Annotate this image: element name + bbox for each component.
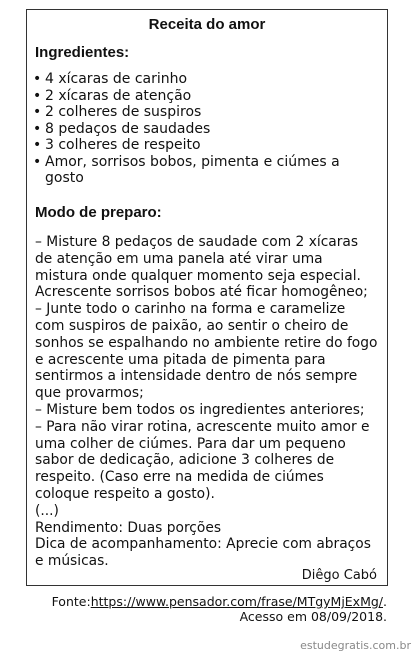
list-item: • Amor, sorrisos bobos, pimenta e ciúmes a gosto bbox=[33, 154, 373, 187]
list-item: • 2 colheres de suspiros bbox=[33, 104, 373, 121]
method-line: (...) bbox=[35, 502, 59, 519]
method-line: com suspiros de paixão, ao sentir o cheiro de bbox=[35, 317, 349, 334]
method-line: Acrescente sorrisos bobos até ficar homogêneo; bbox=[35, 284, 368, 301]
method-line: Dica de acompanhamento: Aprecie com abraços bbox=[35, 536, 371, 553]
method-line: sabor de dedicação, adicione 3 colheres de bbox=[35, 452, 335, 469]
author-name: Diêgo Cabó bbox=[301, 568, 377, 583]
list-item: • 4 xícaras de carinho bbox=[33, 71, 373, 88]
method-line: – Misture 8 pedaços de saudade com 2 xícaras bbox=[35, 234, 359, 250]
source-citation bbox=[52, 594, 387, 624]
method-line: – Junte todo o carinho na forma e caramelize bbox=[35, 301, 346, 318]
method-line: – Misture bem todos os ingredientes anteriores; bbox=[35, 401, 365, 418]
method-line: de atenção em uma panela até virar uma bbox=[35, 250, 323, 267]
method-line: – Para não virar rotina, acrescente muito amor e bbox=[35, 418, 370, 435]
source-line bbox=[52, 594, 387, 609]
ingredients-heading: Ingredientes: bbox=[35, 44, 130, 61]
source-prefix: Fonte: bbox=[51, 594, 91, 609]
access-date: Acesso em 08/09/2018. bbox=[239, 609, 387, 624]
source-suffix: . bbox=[383, 594, 387, 609]
recipe-card bbox=[26, 9, 388, 586]
method-line: sonhos se espalhando no ambiente retire do fogo bbox=[35, 334, 378, 351]
method-text bbox=[35, 234, 381, 570]
method-line: e músicas. bbox=[35, 553, 109, 570]
list-item: • 8 pedaços de saudades bbox=[33, 121, 373, 138]
method-heading: Modo de preparo: bbox=[35, 204, 162, 221]
list-item: • 2 xícaras de atenção bbox=[33, 88, 373, 105]
method-line: que provarmos; bbox=[35, 385, 144, 402]
method-line: coloque respeito a gosto). bbox=[35, 485, 215, 502]
method-line: respeito. (Caso erre na medida de ciúmes bbox=[35, 469, 324, 486]
method-line: Rendimento: Duas porções bbox=[35, 519, 222, 536]
list-item: • 3 colheres de respeito bbox=[33, 137, 373, 154]
method-line: mistura onde qualquer momento seja especial. bbox=[35, 267, 361, 284]
method-line: sentirmos a intensidade dentro de nós sempre bbox=[35, 368, 358, 385]
method-line: uma colher de ciúmes. Para dar um pequeno bbox=[35, 435, 346, 452]
source-link[interactable]: https://www.pensador.com/frase/MTgyMjExMg/ bbox=[90, 594, 384, 609]
watermark: estudegratis.com.br bbox=[300, 639, 411, 652]
method-line: e acrescente uma pitada de pimenta para bbox=[35, 351, 326, 368]
ingredients-list bbox=[33, 71, 373, 187]
recipe-title: Receita do amor bbox=[148, 16, 266, 33]
